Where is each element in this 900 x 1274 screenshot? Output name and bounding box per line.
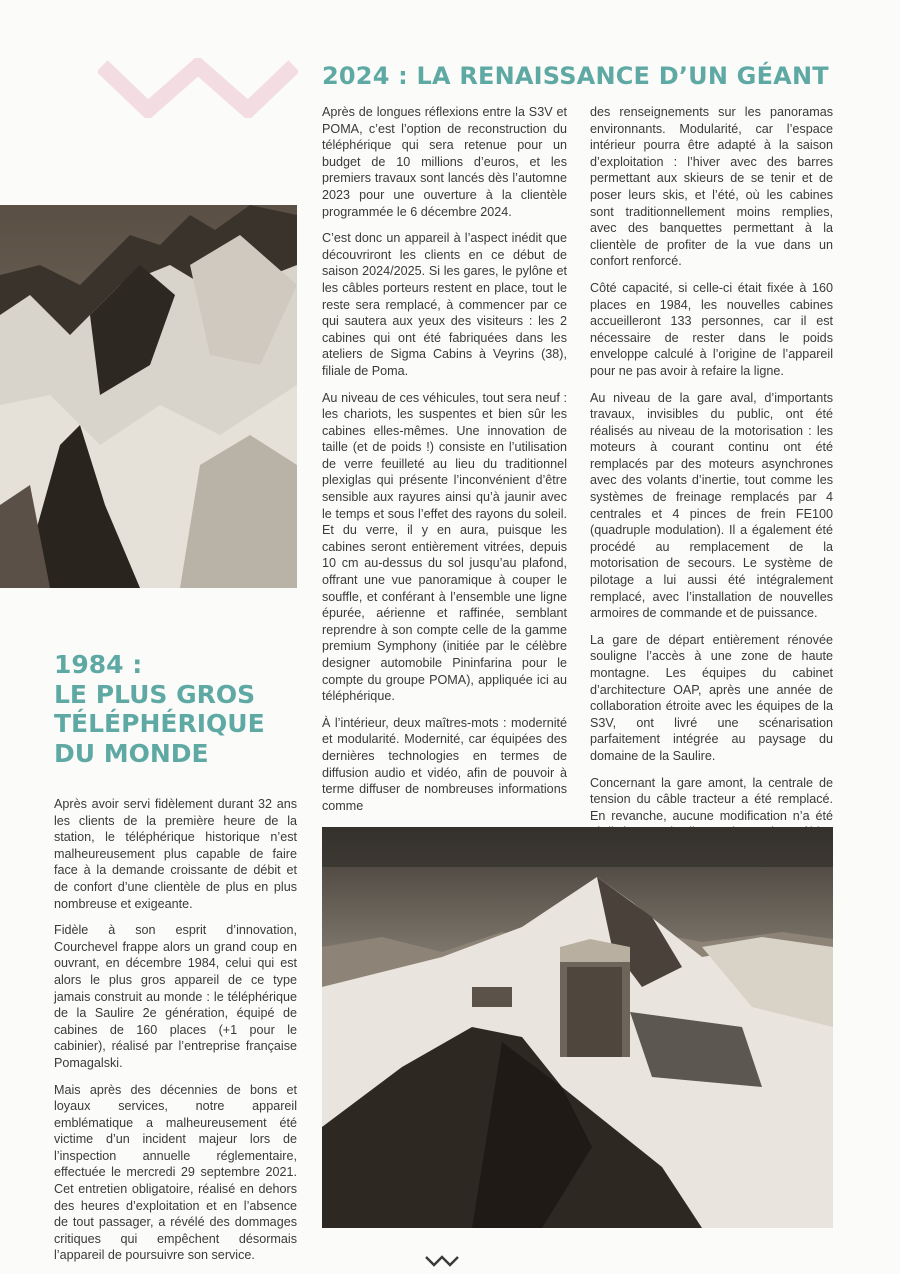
zigzag-decoration-icon — [98, 58, 298, 118]
sidebar-title-line: LE PLUS GROS — [54, 679, 256, 709]
article-title: 2024 : LA RENAISSANCE D’UN GÉANT — [322, 62, 829, 90]
paragraph: Après de longues réflexions entre la S3V et POMA, c’est l’option de reconstruction du téléphérique qui sera retenue pour un budget de 10 millions d’euros, et les premiers travaux sont lancés dès l’automne 2023 pour une ouverture à la clientèle programmée le 6 décembre 2024. — [322, 105, 567, 219]
photo-credit: LAPIE — [791, 1203, 819, 1212]
sidebar-title-line: 1984 : — [54, 650, 143, 679]
paragraph: À l’intérieur, deux maîtres-mots : modernité et modularité. Modernité, car équipées des dernières technologies en termes de diffusion audio et vidéo, afin de pouvoir à terme diffuser de nombreuses informations comme — [322, 715, 567, 813]
mountain-peaks-photo — [0, 205, 297, 588]
paragraph: Côté capacité, si celle-ci était fixée à 160 places en 1984, les nouvelles cabines accueilleront 133 personnes, car il est nécessaire de rester dans le poids enveloppe calculé à l’origine de l’appareil pour ne pas avoir à refaire la ligne. — [590, 280, 833, 378]
sidebar-column — [54, 796, 297, 1274]
sidebar-title-line: DU MONDE — [54, 738, 209, 768]
zigzag-footer-icon — [425, 1255, 459, 1267]
paragraph: Concernant la gare amont, la centrale de tension du câble tracteur a été remplacé. En revanche, aucune modification n’a été — [590, 775, 833, 823]
sidebar-title — [54, 650, 265, 768]
paragraph: C’est donc un appareil à l’aspect inédit que découvriront les clients en ce début de saison 2024/2025. Si les gares, le pylône et les câbles porteurs restent en place, tout le reste sera remplacé, à commencer par ce qui sautera aux yeux des visiteurs : les 2 cabines qui ont été fabriquées dans les ateliers de Sigma Cabins à Veyrins (38), filiale de Poma. — [322, 231, 567, 378]
paragraph: Mais après des décennies de bons et loyaux services, notre appareil emblématique a malheureusement été victime d’un incident majeur lors de l’inspection annuelle réglementaire, effectuée le mercredi 29 septembre 2021. Cet entretien obligatoire, réalisé en dehors des heures d’exploitation et en l’absence de tout passager, a révélé des dommages critiques qui empêchent désormais l’appareil de poursuivre son service. — [54, 1082, 297, 1263]
sidebar-title-line: TÉLÉPHÉRIQUE — [54, 709, 265, 738]
article-column-right — [590, 104, 833, 868]
paragraph: Au niveau de ces véhicules, tout sera neuf : les chariots, les suspentes et bien sûr les cabines elles-mêmes. Une innovation de taille (et de poids !) consiste en l’utilisation de verre feuilleté au lieu du traditionnel plexiglas qui présente l’inconvénient d’être sensible aux rayures ainsi qu’à jaunir avec le temps et sous l’effet des rayons du soleil. Et du verre, il y en aura, puisque les cabines seront entièrement vitrées, depuis 10 cm au-dessus du sol jusqu’au plafond, offrant une vue panoramique à couper le souffle, et conférant à l’ensemble une ligne épurée, aérienne et raffinée, semblant reprendre à son compte celle de la gamme premium Symphony (initiée par le célèbre designer automobile Pininfarina pour le compte du groupe POMA), appliquée ici au téléphérique. — [322, 390, 567, 704]
article-column-middle — [322, 104, 567, 824]
paragraph: des renseignements sur les panoramas environnants. Modularité, car l’espace intérieur pourra être adapté à la saison d’exploitation : l’hiver avec des barres permettant aux skieurs de se tenir et de poser leurs skis, et l’été, où les cabines sont traditionnellement moins remplies, avec des banquettes permettant à la clientèle de profiter de la vue dans un confort renforcé. — [590, 105, 833, 269]
summit-station-photo — [322, 827, 833, 1228]
paragraph: Fidèle à son esprit d’innovation, Courchevel frappe alors un grand coup en ouvrant, en décembre 1984, celui qui est alors le plus gros appareil de ce type jamais construit au monde : le téléphérique de la Saulire 2e génération, équipé de cabines de 160 places (+1 pour le cabinier), réalisé par l’entreprise française Pomagalski. — [54, 923, 297, 1070]
paragraph: Après avoir servi fidèlement durant 32 ans les clients de la première heure de la station, le téléphérique historique n’est malheureusement plus capable de faire face à la demande croissante de débit et de confort d’une clientèle de plus en plus nombreuse et exigeante. — [54, 797, 297, 911]
paragraph: La gare de départ entièrement rénovée souligne l’accès à une zone de haute montagne. Les équipes du cabinet d’architecture OAP, après une année de collaboration étroite avec les équipes de la S3V, ont livré une scénarisation parfaitement intégrée au paysage du domaine de la Saulire. — [590, 632, 833, 763]
paragraph: Au niveau de la gare aval, d’importants travaux, invisibles du public, ont été réalisés au niveau de la motorisation : les moteurs à courant continu ont été remplacés par des moteurs asynchrones avec des volants d’inertie, tout comme les systèmes de freinage remplacés par 4 centrales et 4 pinces de frein FE100 (quadruple modulation). Il a également été procédé au remplacement de la motorisation de secours. Le système de pilotage a lui aussi été intégralement remplacé, avec l’installation de nouvelles armoires de commande et de puissance. — [590, 390, 833, 621]
